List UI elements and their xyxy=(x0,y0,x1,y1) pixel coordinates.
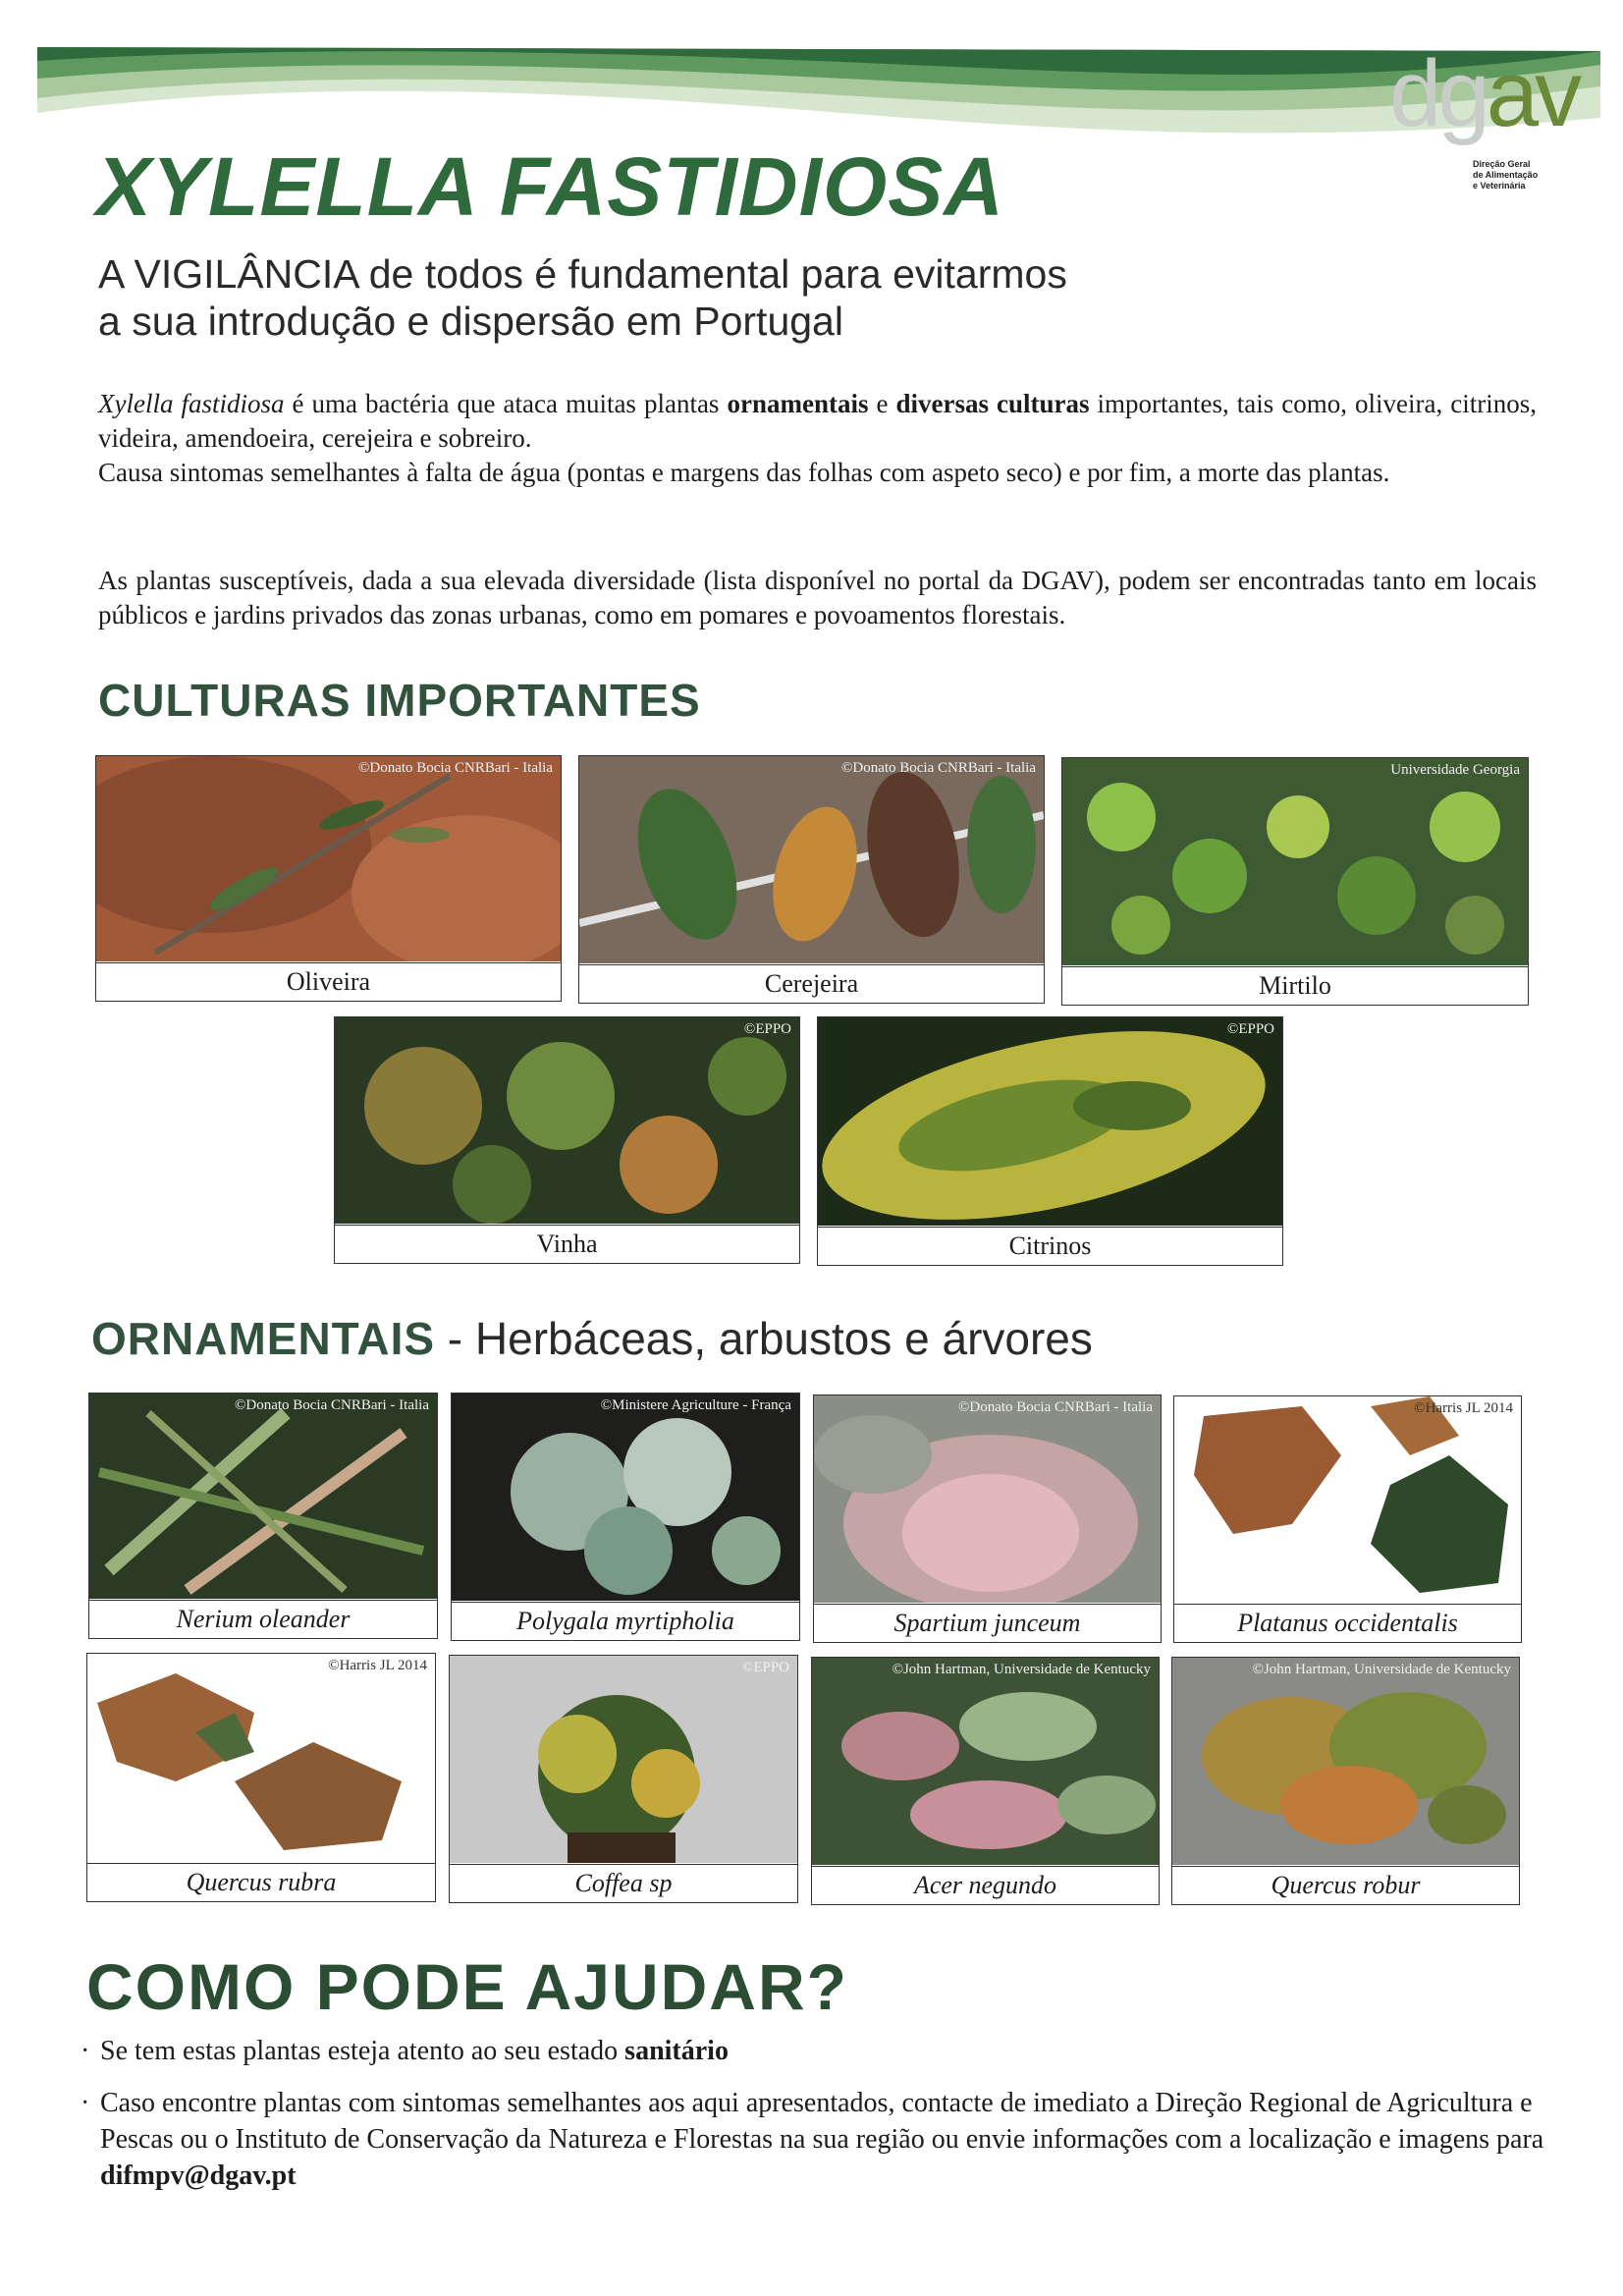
photo-credit: ©EPPO xyxy=(743,1021,791,1037)
photo-caption: Oliveira xyxy=(96,962,561,1001)
page-subtitle xyxy=(98,250,1067,345)
photo-polygala xyxy=(452,1394,799,1601)
intro-text: importantes, tais como, oliveira, citrinos, videira, amendoeira, cerejeira e sobreiro. xyxy=(98,389,1538,453)
photo-credit: ©Donato Bocia CNRBari - Italia xyxy=(840,760,1036,776)
list-item xyxy=(86,2033,1549,2069)
photo-card-acer-negundo xyxy=(811,1657,1160,1905)
photo-platanus xyxy=(1174,1396,1521,1603)
photo-nerium-oleander xyxy=(89,1394,437,1599)
photo-card-oliveira xyxy=(95,755,562,1002)
photo-credit: ©Donato Bocia CNRBari - Italia xyxy=(234,1397,429,1413)
photo-caption: Nerium oleander xyxy=(89,1600,437,1638)
photo-card-cerejeira xyxy=(578,755,1045,1004)
intro-text: e xyxy=(868,389,896,418)
photo-vinha xyxy=(335,1017,799,1224)
photo-cerejeira xyxy=(579,756,1044,963)
photo-credit: ©Harris JL 2014 xyxy=(328,1658,427,1673)
photo-card-quercus-rubra xyxy=(86,1653,436,1902)
photo-credit: ©EPPO xyxy=(1226,1021,1274,1037)
bullet-bold: sanitário xyxy=(624,2036,729,2066)
photo-card-vinha xyxy=(334,1016,800,1264)
subtitle-line-1: A VIGILÂNCIA de todos é fundamental para evitarmos xyxy=(98,251,1067,297)
photo-acer-negundo xyxy=(812,1658,1159,1865)
photo-card-polygala xyxy=(451,1393,800,1641)
photo-caption: Polygala myrtipholia xyxy=(452,1602,799,1640)
photo-credit: ©Donato Bocia CNRBari - Italia xyxy=(957,1399,1153,1415)
section-heading-ornamentais xyxy=(91,1313,1093,1364)
intro-paragraph-2: As plantas susceptíveis, dada a sua elevada diversidade (lista disponível no portal da DGAV), podem ser encontradas tanto em locais públicos e jardins privados das zonas urbanas, como em pomares e povoamentos florestais. xyxy=(98,566,1537,629)
logo-dg-text: dg xyxy=(1389,41,1487,146)
photo-card-platanus xyxy=(1173,1395,1522,1643)
photo-credit: Universidade Georgia xyxy=(1390,762,1520,778)
photo-card-nerium-oleander xyxy=(88,1393,438,1639)
photo-card-spartium xyxy=(813,1394,1162,1643)
photo-spartium xyxy=(814,1395,1161,1603)
intro-bold: diversas culturas xyxy=(895,389,1090,418)
photo-caption: Citrinos xyxy=(818,1227,1282,1265)
photo-card-mirtilo xyxy=(1061,757,1529,1006)
bullet-text: Caso encontre plantas com sintomas semelhantes aos aqui apresentados, contacte de imediato a Direção Regional de Agricultura e Pescas ou o Instituto de Conservação da Natureza e Florestas na sua região ou envie informações com a localização e imagens para xyxy=(100,2088,1544,2155)
photo-credit: ©EPPO xyxy=(741,1660,789,1675)
logo-av-text: av xyxy=(1486,41,1579,146)
list-item xyxy=(86,2085,1549,2194)
photo-mirtilo xyxy=(1062,758,1528,965)
photo-credit: ©Harris JL 2014 xyxy=(1414,1400,1513,1416)
page-title: XYLELLA FASTIDIOSA xyxy=(96,140,1004,233)
photo-quercus-robur xyxy=(1172,1658,1519,1865)
photo-caption: Mirtilo xyxy=(1062,966,1528,1005)
photo-caption: Quercus rubra xyxy=(87,1863,435,1901)
photo-oliveira xyxy=(96,756,561,961)
help-bullet-list xyxy=(86,2033,1549,2210)
photo-card-coffea xyxy=(449,1655,798,1903)
photo-credit: ©Donato Bocia CNRBari - Italia xyxy=(357,760,553,776)
photo-quercus-rubra xyxy=(87,1654,435,1862)
photo-card-citrinos xyxy=(817,1016,1283,1266)
photo-caption: Vinha xyxy=(335,1225,799,1263)
photo-credit: ©John Hartman, Universidade de Kentucky xyxy=(892,1662,1151,1677)
photo-caption: Platanus occidentalis xyxy=(1174,1604,1521,1642)
photo-card-quercus-robur xyxy=(1171,1657,1520,1905)
species-name: Xylella fastidiosa xyxy=(98,389,285,418)
logo-subtitle: Direção Geral de Alimentação e Veterinária xyxy=(1473,159,1539,191)
photo-coffea xyxy=(450,1656,797,1863)
intro-text: é uma bactéria que ataca muitas plantas xyxy=(284,389,728,418)
photo-credit: ©Ministere Agriculture - França xyxy=(600,1397,791,1413)
photo-caption: Coffea sp xyxy=(450,1864,797,1902)
intro-paragraph-1 xyxy=(98,387,1537,490)
ornamentais-title: ORNAMENTAIS xyxy=(91,1313,436,1364)
intro-text: Causa sintomas semelhantes à falta de água (pontas e margens das folhas com aspeto seco) e por fim, a morte das plantas. xyxy=(98,458,1390,487)
photo-caption: Spartium junceum xyxy=(814,1604,1161,1642)
photo-caption: Acer negundo xyxy=(812,1866,1159,1904)
photo-citrinos xyxy=(818,1017,1282,1226)
photo-caption: Quercus robur xyxy=(1172,1866,1519,1904)
bullet-text: Se tem estas plantas esteja atento ao seu estado xyxy=(100,2036,625,2066)
dgav-logo xyxy=(1370,41,1596,206)
section-heading-culturas: CULTURAS IMPORTANTES xyxy=(98,675,701,726)
ornamentais-subtitle: - Herbáceas, arbustos e árvores xyxy=(435,1313,1093,1364)
section-heading-ajudar: COMO PODE AJUDAR? xyxy=(86,1950,848,2023)
intro-bold: ornamentais xyxy=(727,389,869,418)
photo-caption: Cerejeira xyxy=(579,964,1044,1003)
contact-email[interactable]: difmpv@dgav.pt xyxy=(100,2160,297,2191)
photo-credit: ©John Hartman, Universidade de Kentucky xyxy=(1252,1662,1511,1677)
subtitle-line-2: a sua introdução e dispersão em Portugal xyxy=(98,299,843,344)
